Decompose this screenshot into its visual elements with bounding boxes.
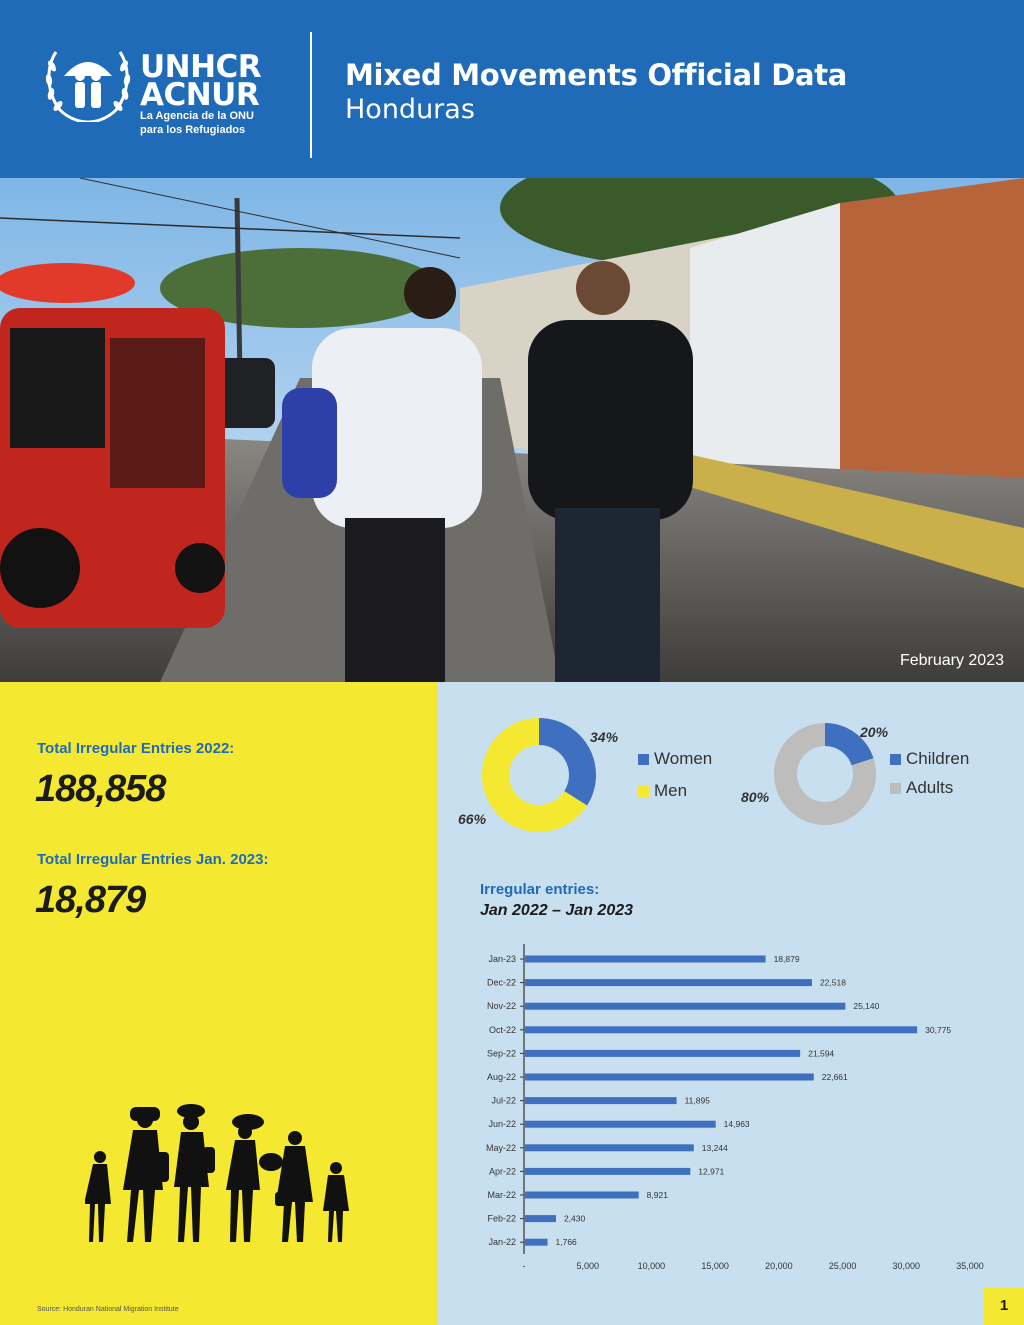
bar-value-label: 22,661 — [821, 1072, 848, 1082]
men-swatch — [638, 786, 649, 797]
bar-chart-x-tick-label: 30,000 — [892, 1261, 921, 1271]
bar-value-label: 30,775 — [925, 1024, 952, 1035]
bar-chart-category-label: Mar-22 — [487, 1190, 516, 1200]
bar-chart-category-label: Sep-22 — [486, 1048, 516, 1059]
bar-chart-x-tick-label: 15,000 — [701, 1261, 729, 1271]
page-title: Mixed Movements Official Data — [345, 58, 848, 92]
bar-chart-x-tick-label: 5,000 — [576, 1261, 599, 1271]
bar-dec-22 — [525, 979, 812, 986]
bar-sep-22 — [525, 1050, 800, 1057]
bar-jun-22 — [525, 1121, 716, 1128]
bar-value-label: 11,895 — [684, 1095, 710, 1106]
bar-value-label: 25,140 — [853, 1001, 880, 1012]
total-2022-value: 188,858 — [35, 768, 166, 810]
legend-children-label: Children — [906, 749, 970, 768]
bar-chart-category-label: Oct-22 — [488, 1024, 516, 1035]
bar-value-label: 22,518 — [819, 977, 846, 988]
bar-value-label: 13,244 — [701, 1142, 728, 1153]
bar-chart-category-label: Jul-22 — [491, 1095, 516, 1106]
bar-value-label: 1,766 — [555, 1237, 577, 1248]
photo-date-label: February 2023 — [899, 652, 1004, 669]
legend-adults-label: Adults — [906, 778, 954, 797]
bar-value-label: 12,971 — [698, 1166, 725, 1177]
logo-wordmark-unhcr: UNHCR — [140, 49, 262, 85]
bar-chart-category-label: Dec-22 — [486, 977, 516, 988]
header-banner — [0, 0, 1024, 178]
total-jan2023-value: 18,879 — [35, 879, 146, 921]
bar-value-label: 14,963 — [723, 1119, 750, 1130]
bar-feb-22 — [525, 1215, 556, 1222]
children-swatch — [890, 754, 901, 765]
total-jan2023-label: Total Irregular Entries Jan. 2023: — [37, 851, 269, 868]
bar-aug-22 — [525, 1074, 814, 1081]
bar-chart-x-tick-label: 35,000 — [956, 1261, 984, 1271]
legend-children — [890, 749, 969, 769]
bar-nov-22 — [525, 1003, 845, 1010]
header-divider — [310, 32, 312, 158]
gender-donut-chart — [474, 710, 604, 840]
bar-jul-22 — [525, 1097, 677, 1104]
bar-chart-x-tick-label: 20,000 — [765, 1261, 793, 1271]
source-note: Source: Honduran National Migration Institute — [37, 1306, 179, 1313]
logo-tagline-line2: para los Refugiados — [140, 124, 246, 136]
total-2022-label: Total Irregular Entries 2022: — [37, 740, 235, 757]
bar-chart-category-label: Feb-22 — [487, 1213, 516, 1224]
page-subtitle: Honduras — [345, 94, 475, 125]
bar-oct-22 — [525, 1026, 917, 1033]
summary-panel — [0, 682, 438, 1325]
adults-pct-label: 80% — [741, 789, 770, 805]
bar-jan-23 — [525, 956, 766, 963]
children-pct-label: 20% — [860, 724, 889, 740]
men-pct-label: 66% — [458, 811, 487, 827]
bar-chart-subtitle: Jan 2022 – Jan 2023 — [480, 902, 634, 919]
bar-chart-category-label: Nov-22 — [486, 1001, 516, 1012]
bar-chart-category-label: Aug-22 — [486, 1072, 516, 1082]
monthly-entries-bar-chart — [438, 932, 1024, 1282]
bar-chart-category-label: Apr-22 — [488, 1166, 516, 1177]
bar-chart-category-label: May-22 — [485, 1142, 516, 1153]
bar-value-label: 18,879 — [773, 954, 800, 964]
bar-may-22 — [525, 1144, 694, 1151]
bar-chart-category-label: Jan-23 — [488, 954, 516, 964]
bar-apr-22 — [525, 1168, 690, 1175]
women-pct-label: 34% — [590, 729, 619, 745]
women-swatch — [638, 754, 649, 765]
adults-swatch — [890, 783, 901, 794]
charts-panel — [438, 682, 1024, 1325]
gender-slice-women — [539, 718, 596, 806]
laurel-people-icon — [42, 42, 134, 122]
bar-mar-22 — [525, 1192, 639, 1199]
bar-chart-x-tick-label: 10,000 — [637, 1261, 666, 1271]
bar-chart-category-label: Jun-22 — [488, 1119, 516, 1130]
page-number: 1 — [984, 1287, 1024, 1325]
logo-tagline-line1: La Agencia de la ONU — [140, 110, 254, 122]
legend-men-label: Men — [654, 781, 688, 800]
legend-women-label: Women — [654, 749, 713, 768]
bar-chart-title: Irregular entries: — [480, 881, 600, 898]
bar-chart-x-tick-label: 25,000 — [828, 1261, 857, 1271]
bar-value-label: 2,430 — [563, 1213, 586, 1224]
legend-women — [638, 749, 712, 769]
bar-chart-category-label: Jan-22 — [488, 1237, 516, 1248]
bar-jan-22 — [525, 1239, 548, 1246]
hero-photo — [0, 178, 1024, 682]
bar-value-label: 21,594 — [808, 1048, 835, 1059]
legend-men — [638, 781, 687, 801]
migrants-silhouette-icon — [85, 1102, 355, 1242]
bar-value-label: 8,921 — [646, 1190, 668, 1200]
bar-chart-x-tick-label: - — [522, 1261, 526, 1271]
legend-adults — [890, 778, 953, 798]
logo-wordmark-acnur: ACNUR — [140, 77, 260, 113]
unhcr-logo — [42, 42, 282, 142]
